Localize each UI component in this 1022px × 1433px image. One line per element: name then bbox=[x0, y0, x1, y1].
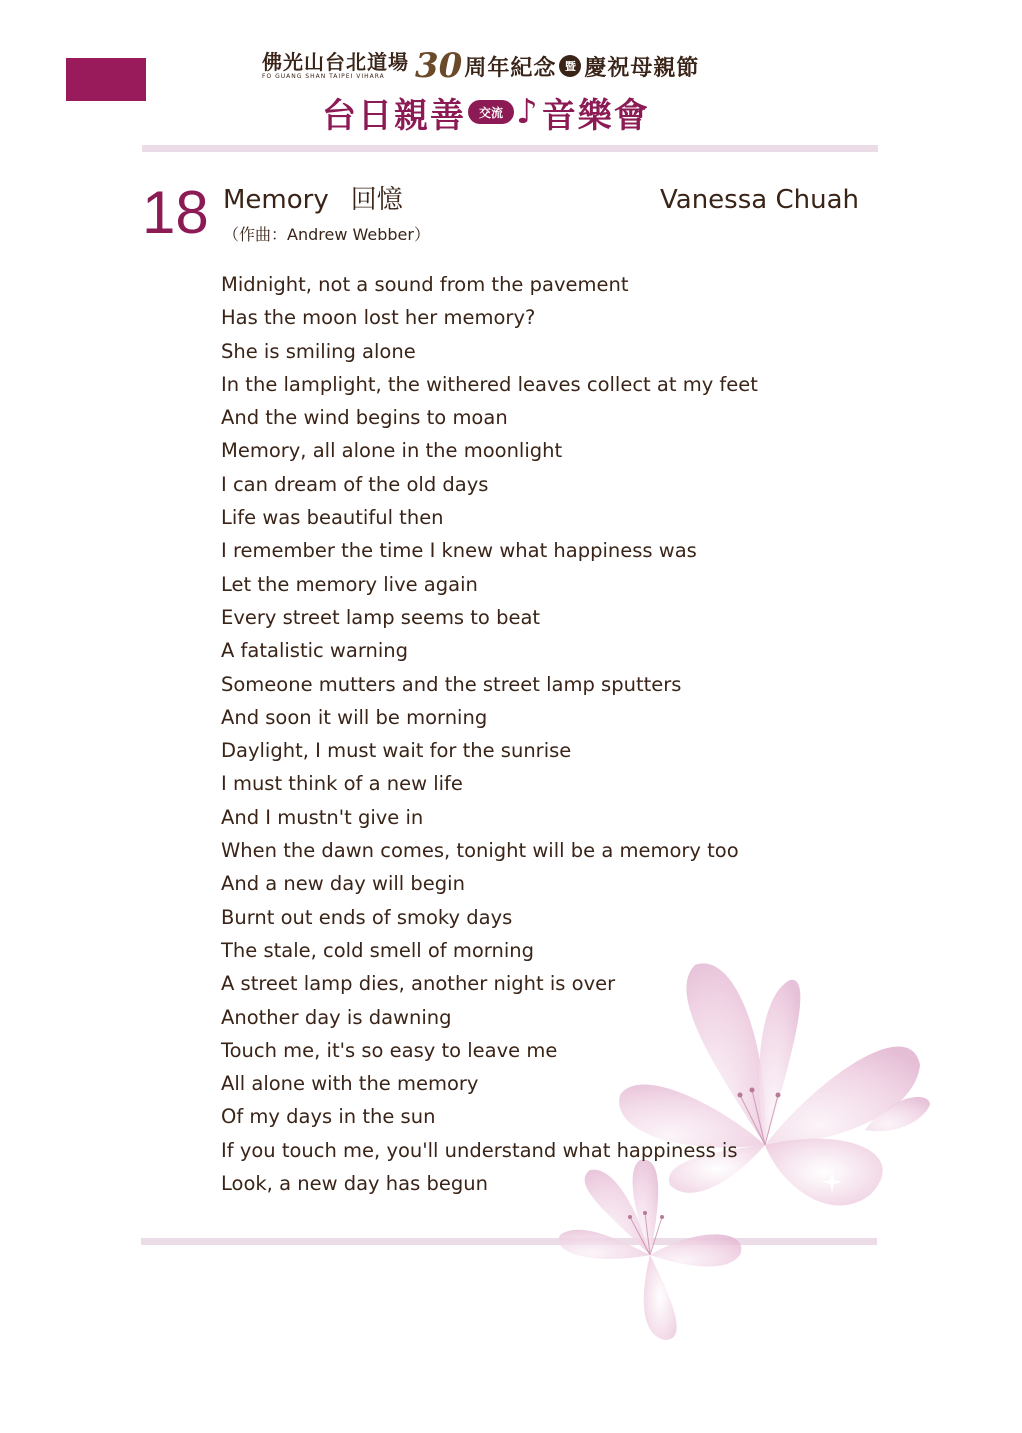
org-block bbox=[262, 51, 409, 81]
lyrics-list bbox=[221, 268, 758, 1200]
lyric-line: Of my days in the sun bbox=[221, 1105, 436, 1129]
concert-title-part2: 音樂會 bbox=[541, 95, 650, 136]
lyric-line: Someone mutters and the street lamp sputters bbox=[221, 672, 682, 696]
exchange-badge: 交流 bbox=[468, 100, 514, 124]
lyric-line: And I mustn't give in bbox=[221, 805, 424, 829]
mothers-day-text: 慶祝母親節 bbox=[584, 54, 700, 81]
org-name: 佛光山台北道場 bbox=[262, 50, 409, 74]
concert-title-part1: 台日親善 bbox=[322, 95, 466, 136]
and-badge: 暨 bbox=[559, 55, 581, 77]
lyric-line: Burnt out ends of smoky days bbox=[221, 905, 513, 929]
lyric-line: In the lamplight, the withered leaves collect at my feet bbox=[221, 372, 758, 396]
lyric-line: Daylight, I must wait for the sunrise bbox=[221, 739, 572, 763]
lyric-line: Midnight, not a sound from the pavement bbox=[221, 273, 629, 296]
music-note-icon: ♪ bbox=[516, 92, 540, 132]
lyric-line: And soon it will be morning bbox=[221, 705, 488, 729]
song-title-zh: 回憶 bbox=[350, 185, 403, 215]
lyric-line: When the dawn comes, tonight will be a memory too bbox=[221, 839, 739, 863]
org-name-en: FO GUANG SHAN TAIPEI VIHARA bbox=[262, 73, 385, 80]
song-title-en: Memory bbox=[223, 185, 329, 215]
concert-title bbox=[322, 90, 650, 134]
header-line-anniversary bbox=[262, 46, 742, 86]
lyric-line: Another day is dawning bbox=[221, 1005, 452, 1029]
lyric-line: Let the memory live again bbox=[221, 572, 478, 596]
concert-header bbox=[240, 34, 760, 144]
lyric-line: Memory, all alone in the moonlight bbox=[221, 439, 563, 463]
lyric-line: A fatalistic warning bbox=[221, 639, 409, 663]
lyric-line: Every street lamp seems to beat bbox=[221, 605, 541, 629]
composer-credit: （作曲：Andrew Webber） bbox=[223, 225, 430, 244]
lyric-line: Look, a new day has begun bbox=[221, 1172, 488, 1196]
performer-name: Vanessa Chuah bbox=[660, 185, 859, 215]
lyric-line: All alone with the memory bbox=[221, 1072, 479, 1096]
lyric-line: I can dream of the old days bbox=[221, 472, 489, 496]
lyric-line: Has the moon lost her memory? bbox=[221, 306, 536, 330]
top-divider bbox=[142, 145, 878, 152]
lyric-line: Life was beautiful then bbox=[221, 506, 444, 530]
lyric-line: A street lamp dies, another night is over bbox=[221, 972, 616, 996]
lyric-line: And a new day will begin bbox=[221, 872, 465, 896]
track-number: 18 bbox=[142, 179, 209, 246]
lyric-line: I remember the time I knew what happiness was bbox=[221, 539, 697, 563]
anniversary-text: 周年紀念 bbox=[464, 54, 557, 81]
lyric-line: I must think of a new life bbox=[221, 772, 463, 796]
song-title bbox=[223, 182, 403, 218]
lyric-line: And the wind begins to moan bbox=[221, 406, 508, 430]
lyric-line: Touch me, it's so easy to leave me bbox=[221, 1038, 558, 1062]
lyric-line: The stale, cold smell of morning bbox=[221, 938, 534, 962]
corner-color-block bbox=[66, 58, 146, 101]
anniversary-number: 30 bbox=[415, 46, 463, 86]
lyric-line: She is smiling alone bbox=[221, 339, 416, 363]
lyric-line: If you touch me, you'll understand what happiness is bbox=[221, 1138, 738, 1162]
